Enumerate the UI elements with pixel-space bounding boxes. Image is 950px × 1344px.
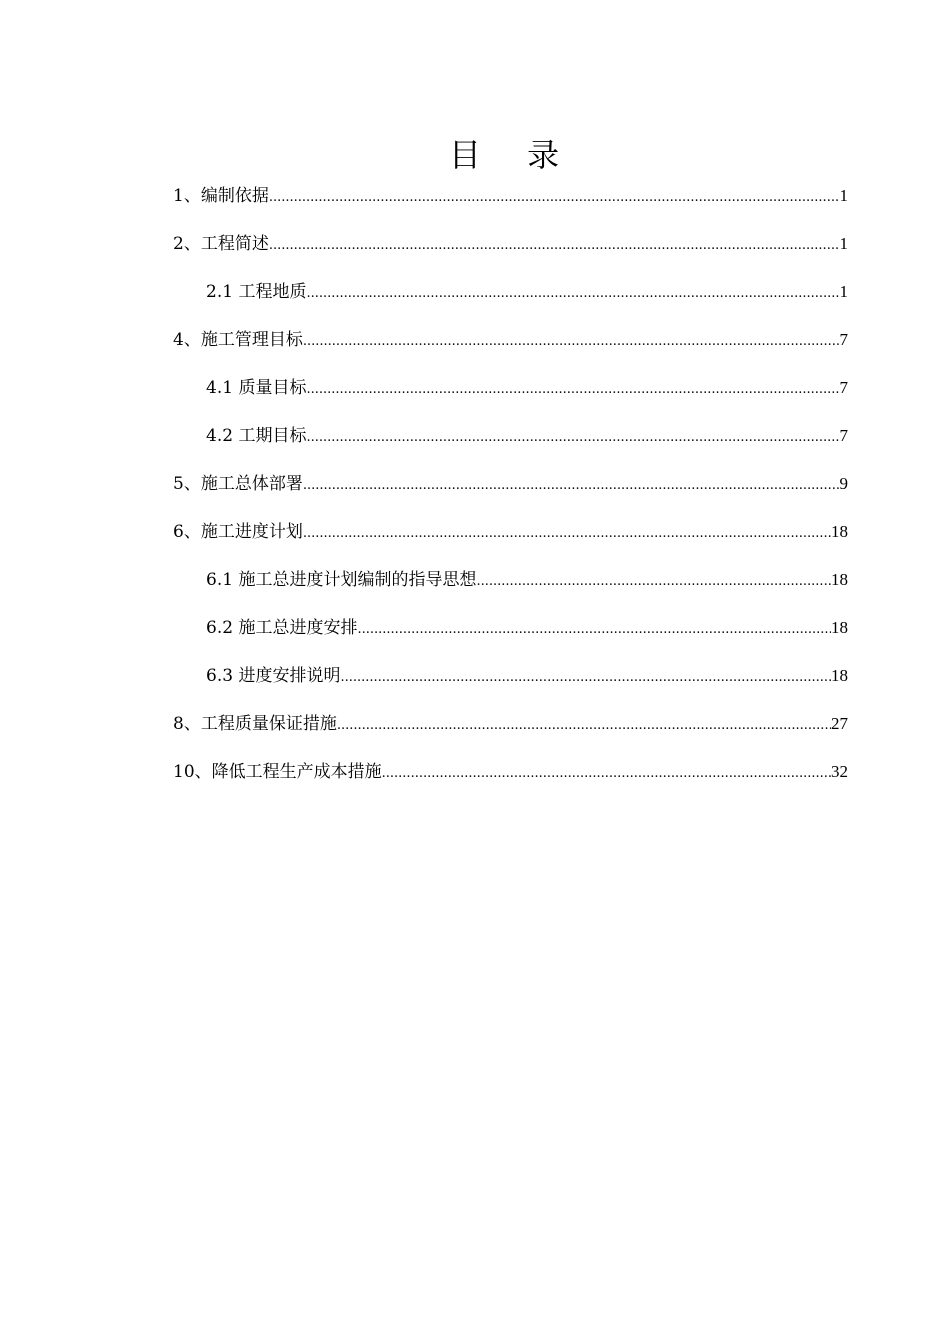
dot-leader [306,372,839,404]
toc-entry[interactable] [173,652,848,700]
toc-entry-label: 4.1 质量目标 [206,378,307,398]
toc-entry-label: 5、施工总体部署 [173,474,303,494]
toc-entry-page: 27 [831,714,848,733]
toc-entry-page: 18 [831,666,848,685]
toc-entry-label: 6、施工进度计划 [173,522,303,542]
toc-entry-label: 6.3 进度安排说明 [206,666,341,686]
toc-entry-label: 6.1 施工总进度计划编制的指导思想 [206,570,477,590]
toc-entry-label: 10、降低工程生产成本措施 [173,762,382,782]
toc-entry[interactable] [173,700,848,748]
toc-entry[interactable] [173,172,848,220]
toc-entry[interactable] [173,508,848,556]
toc-entry-label: 1、编制依据 [173,186,269,206]
toc-entry-label: 4.2 工期目标 [206,426,307,446]
toc-entry-page: 7 [839,330,848,349]
dot-leader [303,468,840,500]
toc-entry[interactable] [173,748,848,796]
toc-entry[interactable] [173,364,848,412]
dot-leader [303,516,831,548]
dot-leader [357,612,831,644]
toc-entry-label: 4、施工管理目标 [173,330,303,350]
toc-entry-page: 9 [839,474,848,493]
toc-entry-page: 1 [839,282,848,301]
toc-title: 目 录 [448,136,578,175]
toc-entry-label: 8、工程质量保证措施 [173,714,337,734]
toc-entry-page: 32 [831,762,848,781]
toc-entry[interactable] [173,604,848,652]
dot-leader [382,756,831,788]
toc-entry-page: 7 [839,426,848,445]
toc-entry-page: 1 [839,186,848,205]
dot-leader [269,228,840,260]
toc-entry-page: 18 [831,618,848,637]
dot-leader [306,276,839,308]
toc-entry[interactable] [173,460,848,508]
toc-entry[interactable] [173,412,848,460]
dot-leader [476,564,831,596]
dot-leader [303,324,840,356]
dot-leader [340,660,831,692]
toc-entry-page: 18 [831,522,848,541]
toc-entry-label: 6.2 施工总进度安排 [206,618,358,638]
toc-entry-page: 1 [839,234,848,253]
toc-entry-page: 7 [839,378,848,397]
dot-leader [337,708,831,740]
toc-entry-label: 2.1 工程地质 [206,282,307,302]
dot-leader [306,420,839,452]
toc-entry[interactable] [173,316,848,364]
toc-entry[interactable] [173,268,848,316]
toc-entry-label: 2、工程简述 [173,234,269,254]
dot-leader [269,180,840,212]
toc-entry[interactable] [173,220,848,268]
toc-entry-page: 18 [831,570,848,589]
toc-list [173,172,848,796]
toc-entry[interactable] [173,556,848,604]
